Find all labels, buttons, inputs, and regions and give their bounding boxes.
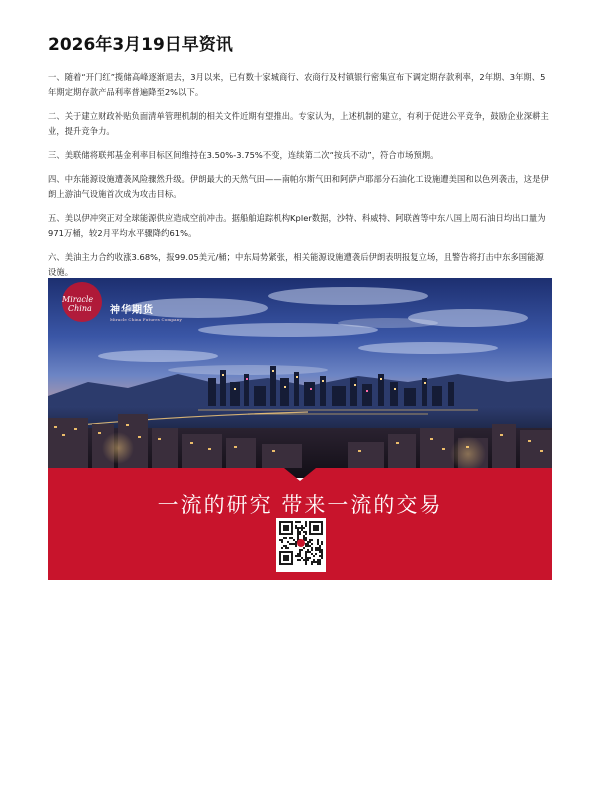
city-night-illustration <box>48 278 552 580</box>
news-item-2: 二、关于建立财政补贴负面清单管理机制的相关文件近期有望推出。专家认为，上述机制的建立，有利于促进公平竞争，鼓励企业深耕主业，提升竞争力。 <box>48 111 549 136</box>
news-item-4: 四、中东能源设施遭袭风险骤然升级。伊朗最大的天然气田——南帕尔斯气田和阿萨卢耶部分石油化工设施遭美国和以色列袭击，这是伊朗上游油气设施首次成为攻击目标。 <box>48 174 549 199</box>
document-page <box>48 34 552 289</box>
news-item-1: 一、随着“开门红”揽储高峰逐渐退去，3月以来，已有数十家城商行、农商行及村镇银行密集宣布下调定期存款利率，2年期、3年期、5年期定期存款产品利率普遍降至2%以下。 <box>48 72 546 97</box>
logo-en-line2: China <box>68 304 92 313</box>
qr-code <box>276 518 326 572</box>
page-title: 2026年3月19日早资讯 <box>48 35 233 55</box>
company-name-cn: 神华期货 <box>110 305 154 316</box>
logo-en-line1: Miracle <box>62 295 94 304</box>
news-item-3: 三、美联储将联邦基金利率目标区间维持在3.50%-3.75%不变，连续第二次“按兵不动”，符合市场预期。 <box>48 150 439 160</box>
company-banner-image <box>48 278 552 580</box>
banner-slogan: 一流的研究 带来一流的交易 <box>157 493 443 517</box>
news-item-5: 五、美以伊冲突正对全球能源供应造成空前冲击。据船舶追踪机构Kpler数据，沙特、科威特、阿联酋等中东八国上周石油日均出口量为971万桶，较2月平均水平骤降约61%。 <box>48 213 546 238</box>
news-item-6: 六、美油主力合约收涨3.68%，报99.05美元/桶；中东局势紧张，相关能源设施遭袭后伊朗表明报复立场，且警告将打击中东多国能源设施。 <box>48 252 544 277</box>
company-name-en: Miracle China Futures Company <box>110 317 182 322</box>
